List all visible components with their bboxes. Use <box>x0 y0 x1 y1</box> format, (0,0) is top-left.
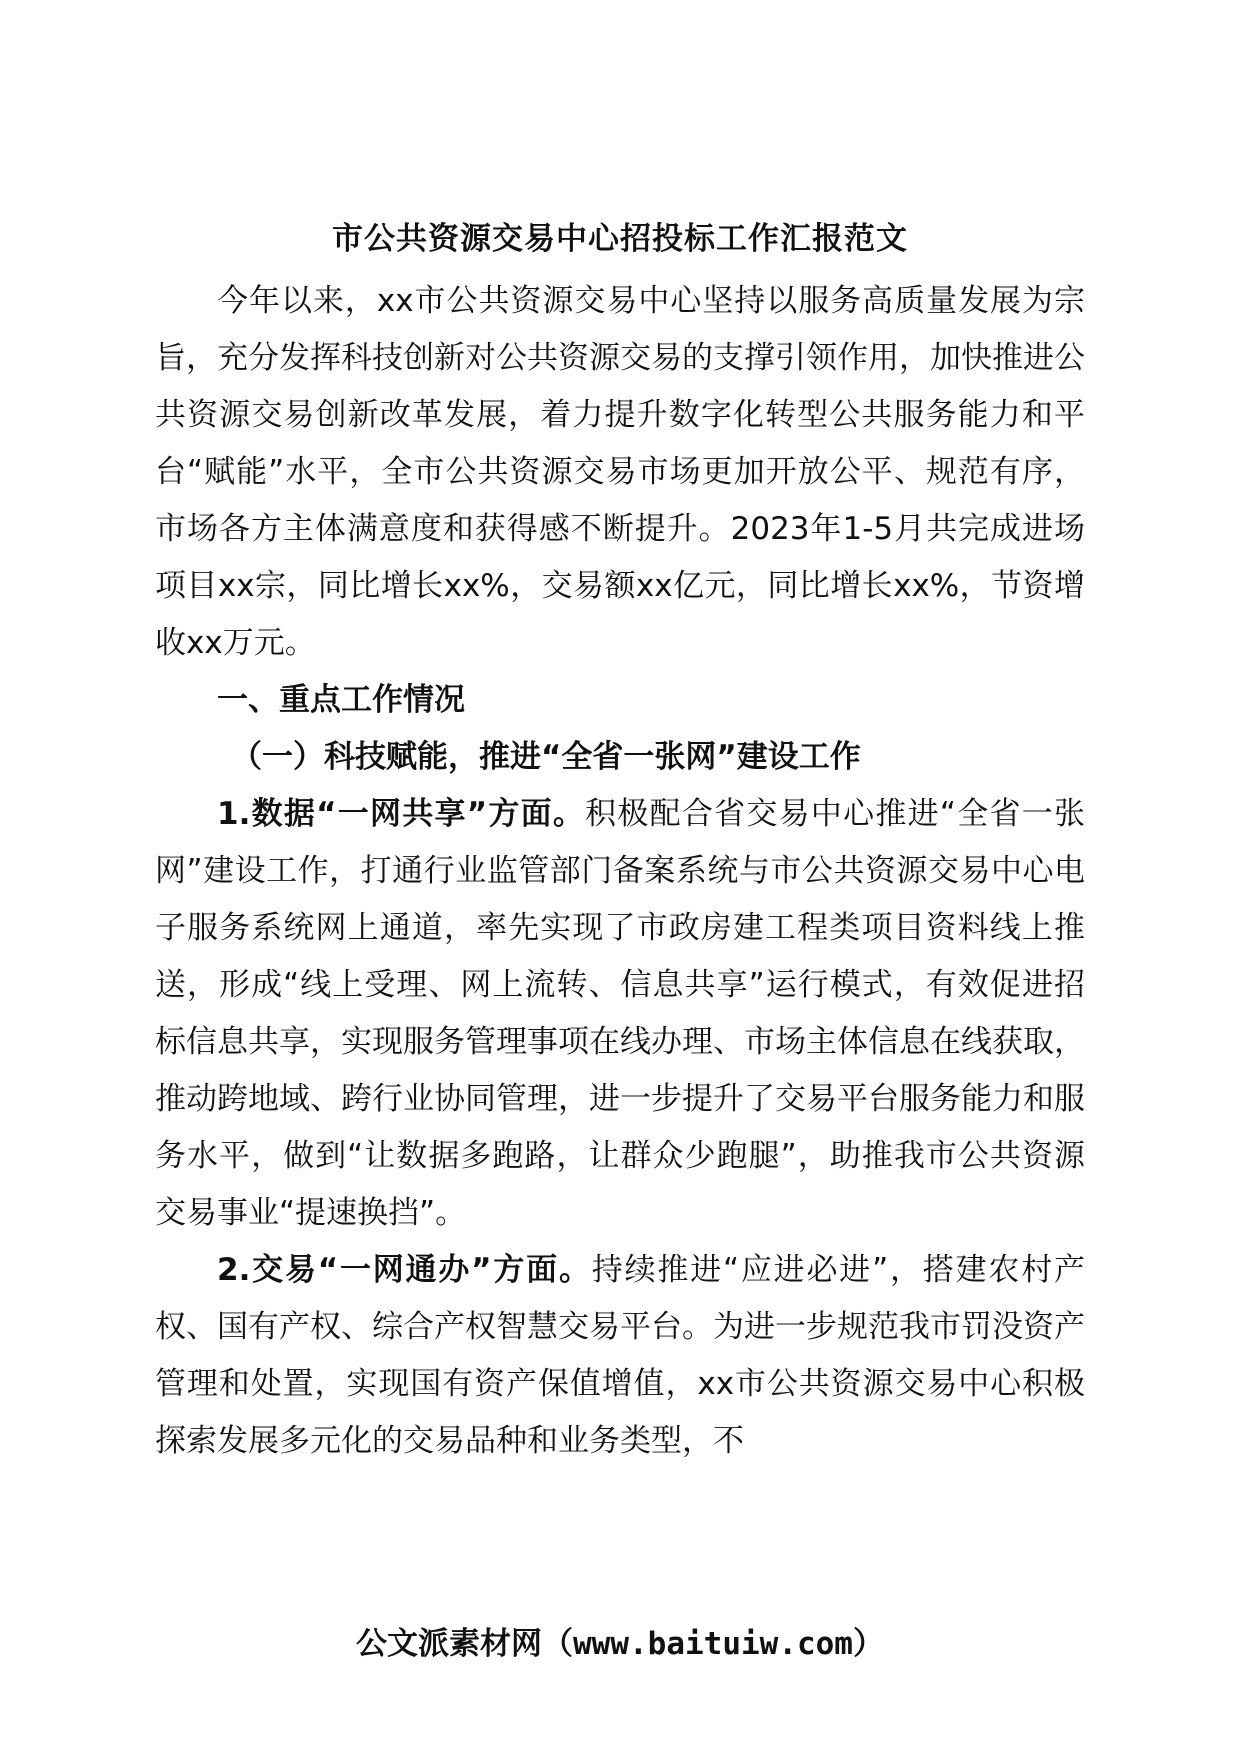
footer-paren-open: （ <box>542 1626 574 1662</box>
item-body-2: 持续推进“应进必进”，搭建农村产权、国有产权、综合产权智慧交易平台。为进一步规范我市罚没资产管理和处置，实现国有资产保值增值，xx市公共资源交易中心积极探索发展多元化的交易品种和业务类型，不 <box>155 1252 1086 1459</box>
item-paragraph-2 <box>155 1242 1085 1470</box>
document-title: 市公共资源交易中心招投标工作汇报范文 <box>332 221 908 257</box>
item-body-1: 积极配合省交易中心推进“全省一张网”建设工作，打通行业监管部门备案系统与市公共资源交易中心电子服务系统网上通道，率先实现了市政房建工程类项目资料线上推送，形成“线上受理、网上流转、信息共享”运行模式，有效促进招标信息共享，实现服务管理事项在线办理、市场主体信息在线获取，推动跨地域、跨行业协同管理，进一步提升了交易平台服务能力和服务水平，做到“让数据多跑路，让群众少跑腿”，助推我市公共资源交易事业“提速换挡”。 <box>155 796 1086 1231</box>
footer-watermark <box>0 1620 1240 1668</box>
document-body <box>155 205 1085 1470</box>
footer-url: www.baituiw.com <box>573 1626 853 1662</box>
footer-paren-close: ） <box>852 1626 884 1662</box>
item-lead-2: 2.交易“一网通办”方面。 <box>217 1252 592 1288</box>
item-lead-1: 1.数据“一网共享”方面。 <box>217 796 586 832</box>
footer-site-name: 公文派素材网 <box>356 1626 543 1662</box>
subsection-heading: （一）科技赋能，推进“全省一张网”建设工作 <box>231 739 861 775</box>
intro-paragraph: 今年以来，xx市公共资源交易中心坚持以服务高质量发展为宗旨，充分发挥科技创新对公共资源交易的支撑引领作用，加快推进公共资源交易创新改革发展，着力提升数字化转型公共服务能力和平台“赋能”水平，全市公共资源交易市场更加开放公平、规范有序，市场各方主体满意度和获得感不断提升。2023年1-5月共完成进场项目xx宗，同比增长xx%，交易额xx亿元，同比增长xx%，节资增收xx万元。 <box>155 283 1085 661</box>
section-heading: 一、重点工作情况 <box>217 682 465 718</box>
item-paragraph-1 <box>155 786 1085 1242</box>
